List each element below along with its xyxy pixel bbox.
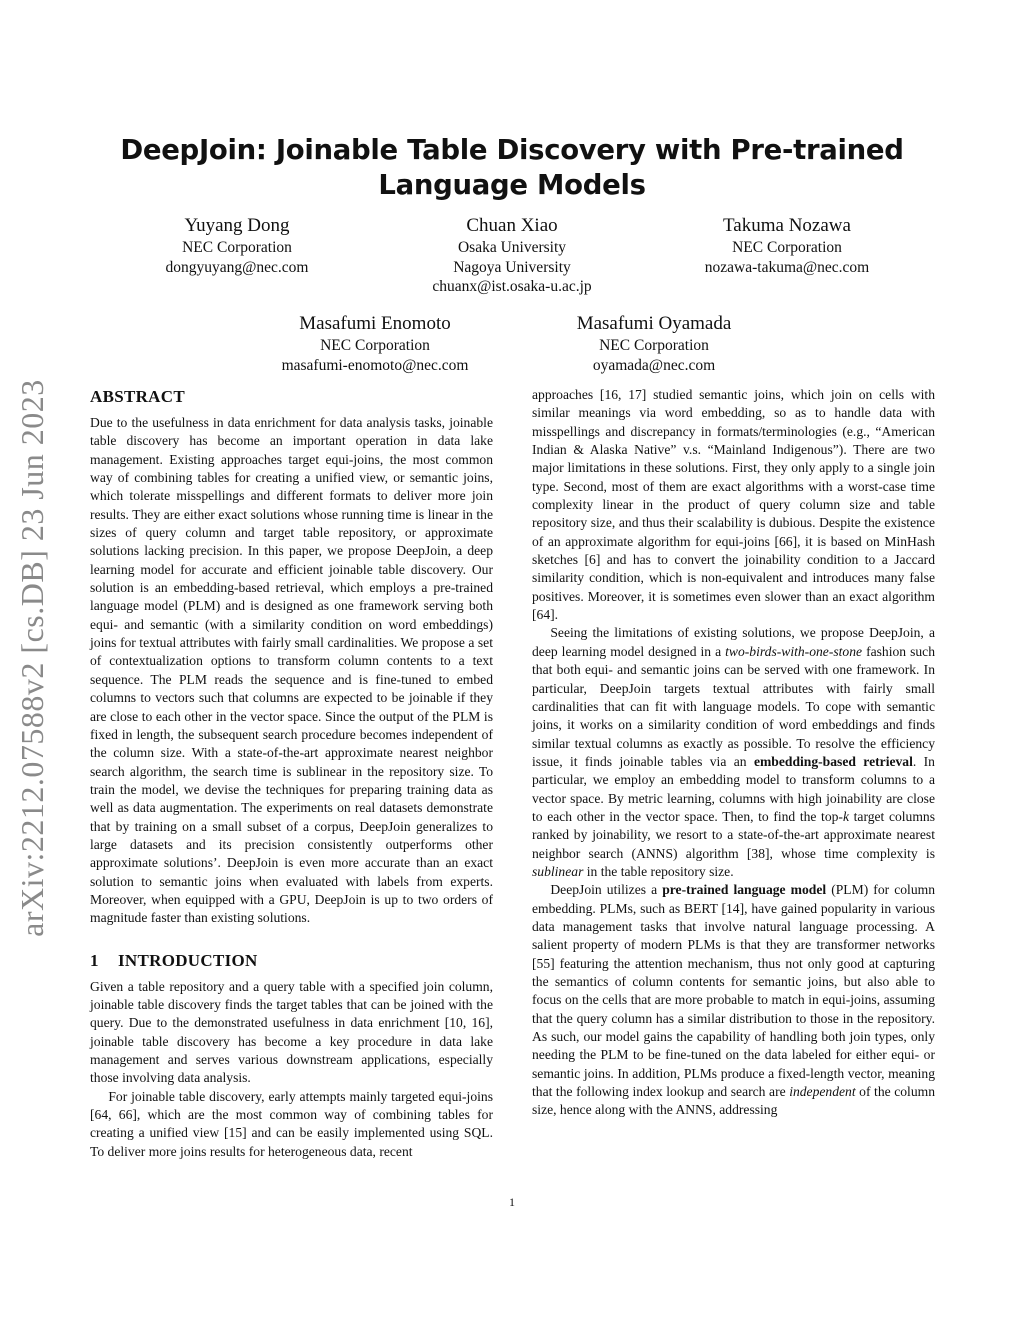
section-number: 1: [90, 950, 99, 970]
left-column: [90, 386, 493, 1161]
author-affiliation: Nagoya University: [453, 258, 571, 276]
author-block: [549, 312, 759, 375]
author-affiliation: NEC Corporation: [320, 337, 430, 354]
author-name: Masafumi Enomoto: [299, 313, 451, 334]
section-title: INTRODUCTION: [118, 950, 258, 970]
author-block: [402, 214, 622, 297]
paragraph: DeepJoin utilizes a pre-trained language model (PLM) for column embedding. PLMs, such as BERT [14], have gained popularity in various data management tasks that involve natural language processing. A salient property of modern PLMs is that they are transformer networks [55] featuring the attention mechanism, thus not only good at capturing the semantics of column contents for semantic joins, but also able to focus on the cells that are more probable to match in equi-joins, assuming that the query column has a similar distribution to those in the repository. As such, our model gains the capability of handling both join types, only needing the PLM to be fine-tuned on the data labeled for either equi- or semantic joins. In addition, PLMs produce a fixed-length vector, meaning that the following index lookup and search are independent of the column size, hence along with the ANNS, addressing: [532, 882, 935, 1118]
author-affiliation: NEC Corporation: [732, 239, 842, 256]
author-block: [259, 312, 491, 375]
right-column: [532, 386, 935, 1120]
author-block: [672, 214, 902, 277]
author-email: masafumi-enomoto@nec.com: [281, 356, 469, 374]
paragraph: Given a table repository and a query table with a specified join column, joinable table discovery finds the target tables that can be joined with the query. Due to the demonstrated usefulness in data enrichment [10, 16], joinable table discovery has become a key procedure in data lake management and serves various downstream applications, especially those involving data analysis.: [90, 978, 493, 1086]
author-name: Chuan Xiao: [466, 215, 558, 236]
paper-title: DeepJoin: Joinable Table Discovery with Pre-trained Language Models: [120, 134, 904, 201]
page-number: 1: [509, 1195, 515, 1209]
author-email: oyamada@nec.com: [592, 356, 716, 374]
author-email: chuanx@ist.osaka-u.ac.jp: [432, 278, 592, 295]
paragraph: For joinable table discovery, early attempts mainly targeted equi-joins [64, 66], which are the most common way of combining tables for creating a unified view [15] and can be easily implemented using SQL. To deliver more joins results for heterogeneous data, recent: [90, 1088, 493, 1159]
section-heading-introduction: [90, 950, 493, 972]
author-affiliation: Osaka University: [457, 239, 567, 256]
author-email: dongyuyang@nec.com: [165, 258, 309, 276]
author-name: Yuyang Dong: [184, 215, 290, 236]
abstract-heading: ABSTRACT: [90, 387, 185, 406]
author-name: Masafumi Oyamada: [576, 313, 732, 334]
author-block: [137, 214, 337, 277]
author-affiliation: NEC Corporation: [599, 337, 709, 354]
arxiv-identifier: arXiv:2212.07588v2 [cs.DB] 23 Jun 2023: [14, 379, 50, 937]
abstract-text: Due to the usefulness in data enrichment for data analysis tasks, joinable table discovery has become an important operation in data lake management. Existing approaches target equi-joins, the most common way of combining tables for creating a unified view, or semantic joins, which tolerate misspellings and different formats to deliver more join results. They are either exact solutions whose running time is linear in the sizes of query column and target table repository, or approximate solutions lacking precision. In this paper, we propose DeepJoin, a deep learning model for accurate and efficient joinable table discovery. Our solution is an embedding-based retrieval, which employs a pre-trained language model (PLM) and is designed as one framework serving both equi- and semantic (with a similarity condition on word embeddings) joins for textual attributes with fairly small cardinalities. We propose a set of contextualization options to transform column contents to a text sequence. The PLM reads the sequence and is fine-tuned to embed columns to vectors such that columns are expected to be joinable if they are close to each other in the vector space. Since the output of the PLM is fixed in length, the subsequent search procedure becomes independent of the column size. With a state-of-the-art approximate nearest neighbor search algorithm, the search time is sublinear in the repository size. To train the model, we devise the techniques for preparing training data as well as data augmentation. The experiments on real datasets demonstrate that by training on a small subset of a corpus, DeepJoin generalizes to large datasets and its precision consistently outperforms other approximate solutions’. DeepJoin is even more accurate than an exact solution to semantic joins when evaluated with labels from experts. Moreover, when equipped with a GPU, DeepJoin is up to two orders of magnitude faster than existing solutions.: [90, 415, 493, 926]
author-email: nozawa-takuma@nec.com: [704, 258, 870, 276]
author-affiliation: NEC Corporation: [182, 239, 292, 256]
paragraph: approaches [16, 17] studied semantic joins, which join on cells with similar meanings via word embedding, so as to handle data with misspellings and discrepancy in formats/terminologies (e.g., “American Indian & Alaska Native” v.s. “Mainland Indigenous”). There are two major limitations in these solutions. First, they only apply to a single join type. Second, most of them are exact algorithms with a worst-case time complexity linear in the product of query column size and table repository size, and thus their scalability is dubious. Despite the existence of an approximate algorithm for equi-joins [66], it is based on MinHash sketches [6] and has to convert the joinability condition to a Jaccard similarity condition, which is non-equivalent and introduces many false positives. Moreover, it is sometimes even slower than an exact algorithm [64].: [532, 387, 935, 623]
paragraph: Seeing the limitations of existing solutions, we propose DeepJoin, a deep learning model designed in a two-birds-with-one-stone fashion such that both equi- and semantic joins can be served with one framework. In particular, DeepJoin targets textual attributes with fairly small cardinalities that can fit with language models. To cope with semantic joins, it works on a similarity condition of word embeddings and finds similar textual columns as exactly as possible. To resolve the efficiency issue, it finds joinable tables via an embedding-based retrieval. In particular, we employ an embedding model to transform columns to a vector space. By metric learning, columns with high joinability are close to each other in the vector space. Then, to find the top-k target columns ranked by joinability, we resort to a state-of-the-art approximate nearest neighbor search (ANNS) algorithm [38], whose time complexity is sublinear in the table repository size.: [532, 625, 936, 879]
author-name: Takuma Nozawa: [723, 215, 851, 236]
